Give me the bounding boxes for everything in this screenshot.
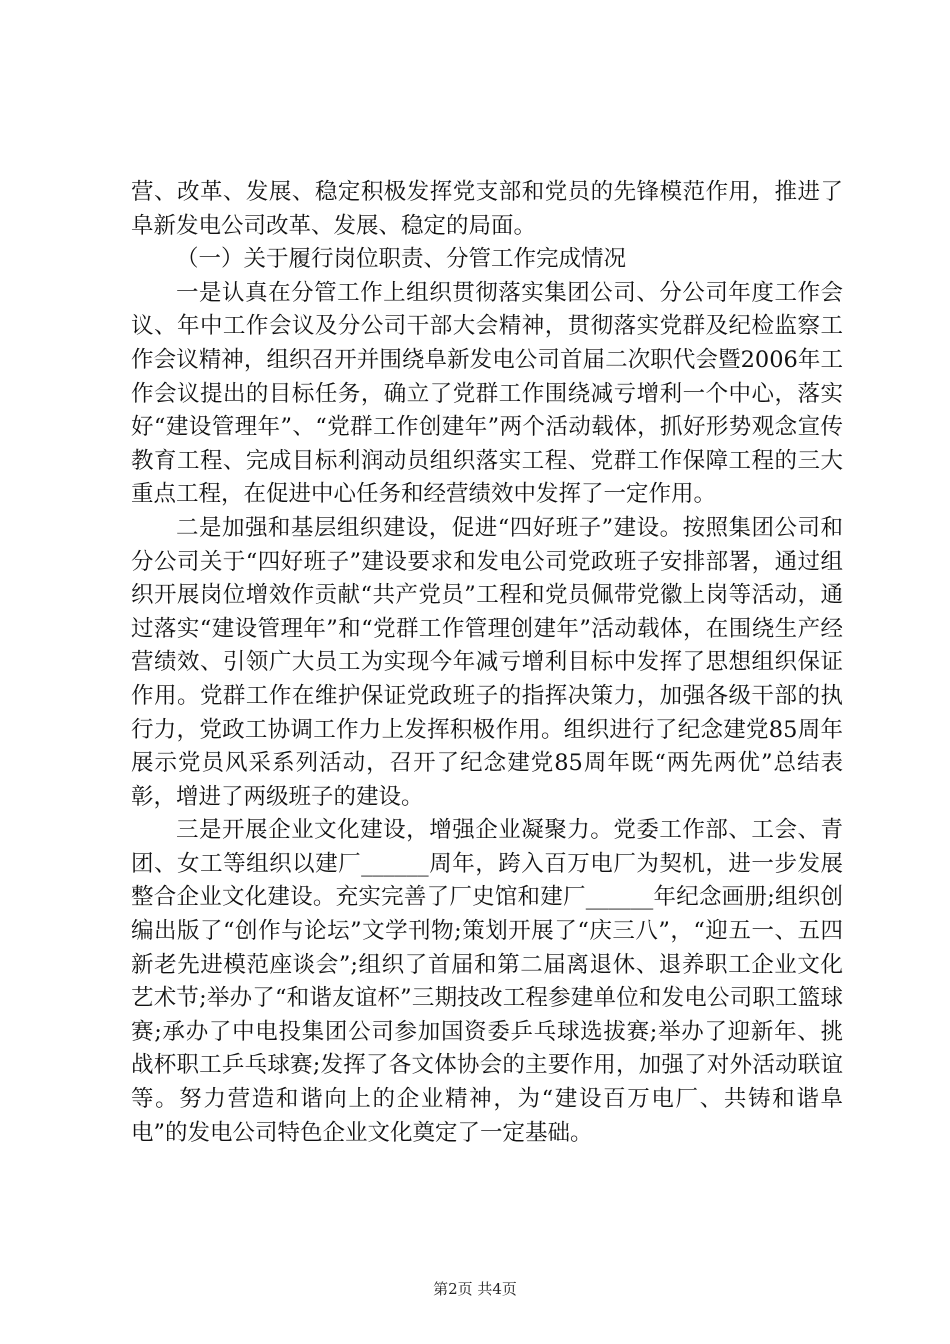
paragraph-item-one: 一是认真在分管工作上组织贯彻落实集团公司、分公司年度工作会议、年中工作会议及分公司干部大会精神，贯彻落实党群及纪检监察工作会议精神，组织召开并围绕阜新发电公司首届二次职代会暨2006年工作会议提出的目标任务，确立了党群工作围绕减亏增利一个中心，落实好“建设管理年”、“党群工作创建年”两个活动载体，抓好形势观念宣传教育工程、完成目标利润动员组织落实工程、党群工作保障工程的三大重点工程，在促进中心任务和经营绩效中发挥了一定作用。 xyxy=(131,279,843,508)
paragraph-item-two: 二是加强和基层组织建设，促进“四好班子”建设。按照集团公司和分公司关于“四好班子”建设要求和发电公司党政班子安排部署，通过组织开展岗位增效作贡献“共产党员”工程和党员佩带党徽上岗等活动，通过落实“建设管理年”和“党群工作管理创建年”活动载体，在围绕生产经营绩效、引领广大员工为实现今年减亏增利目标中发挥了思想组织保证作用。党群工作在维护保证党政班子的指挥决策力，加强各级干部的执行力，党政工协调工作力上发挥积极作用。组织进行了纪念建党85周年展示党员风采系列活动，召开了纪念建党85周年既“两先两优”总结表彰，增进了两级班子的建设。 xyxy=(131,514,843,810)
document-body xyxy=(131,176,843,1150)
section-heading: （一）关于履行岗位职责、分管工作完成情况 xyxy=(176,246,627,273)
paragraph-continuation: 营、改革、发展、稳定积极发挥党支部和党员的先锋模范作用，推进了阜新发电公司改革、发展、稳定的局面。 xyxy=(131,179,843,239)
paragraph-item-three: 三是开展企业文化建设，增强企业凝聚力。党委工作部、工会、青团、女工等组织以建厂______周年，跨入百万电厂为契机，进一步发展整合企业文化建设。充实完善了厂史馆和建厂______年纪念画册;组织创编出版了“创作与论坛”文学刊物;策划开展了“庆三八”，“迎五一、五四新老先进模范座谈会”;组织了首届和第二届离退休、退养职工企业文化艺术节;举办了“和谐友谊杯”三期技改工程参建单位和发电公司职工篮球赛;承办了中电投集团公司参加国资委乒乓球选拔赛;举办了迎新年、挑战杯职工乒乓球赛;发挥了各文体协会的主要作用，加强了对外活动联谊等。努力营造和谐向上的企业精神，为“建设百万电厂、共铸和谐阜电”的发电公司特色企业文化奠定了一定基础。 xyxy=(131,817,843,1146)
page-footer: 第2页 共4页 xyxy=(433,1280,517,1298)
